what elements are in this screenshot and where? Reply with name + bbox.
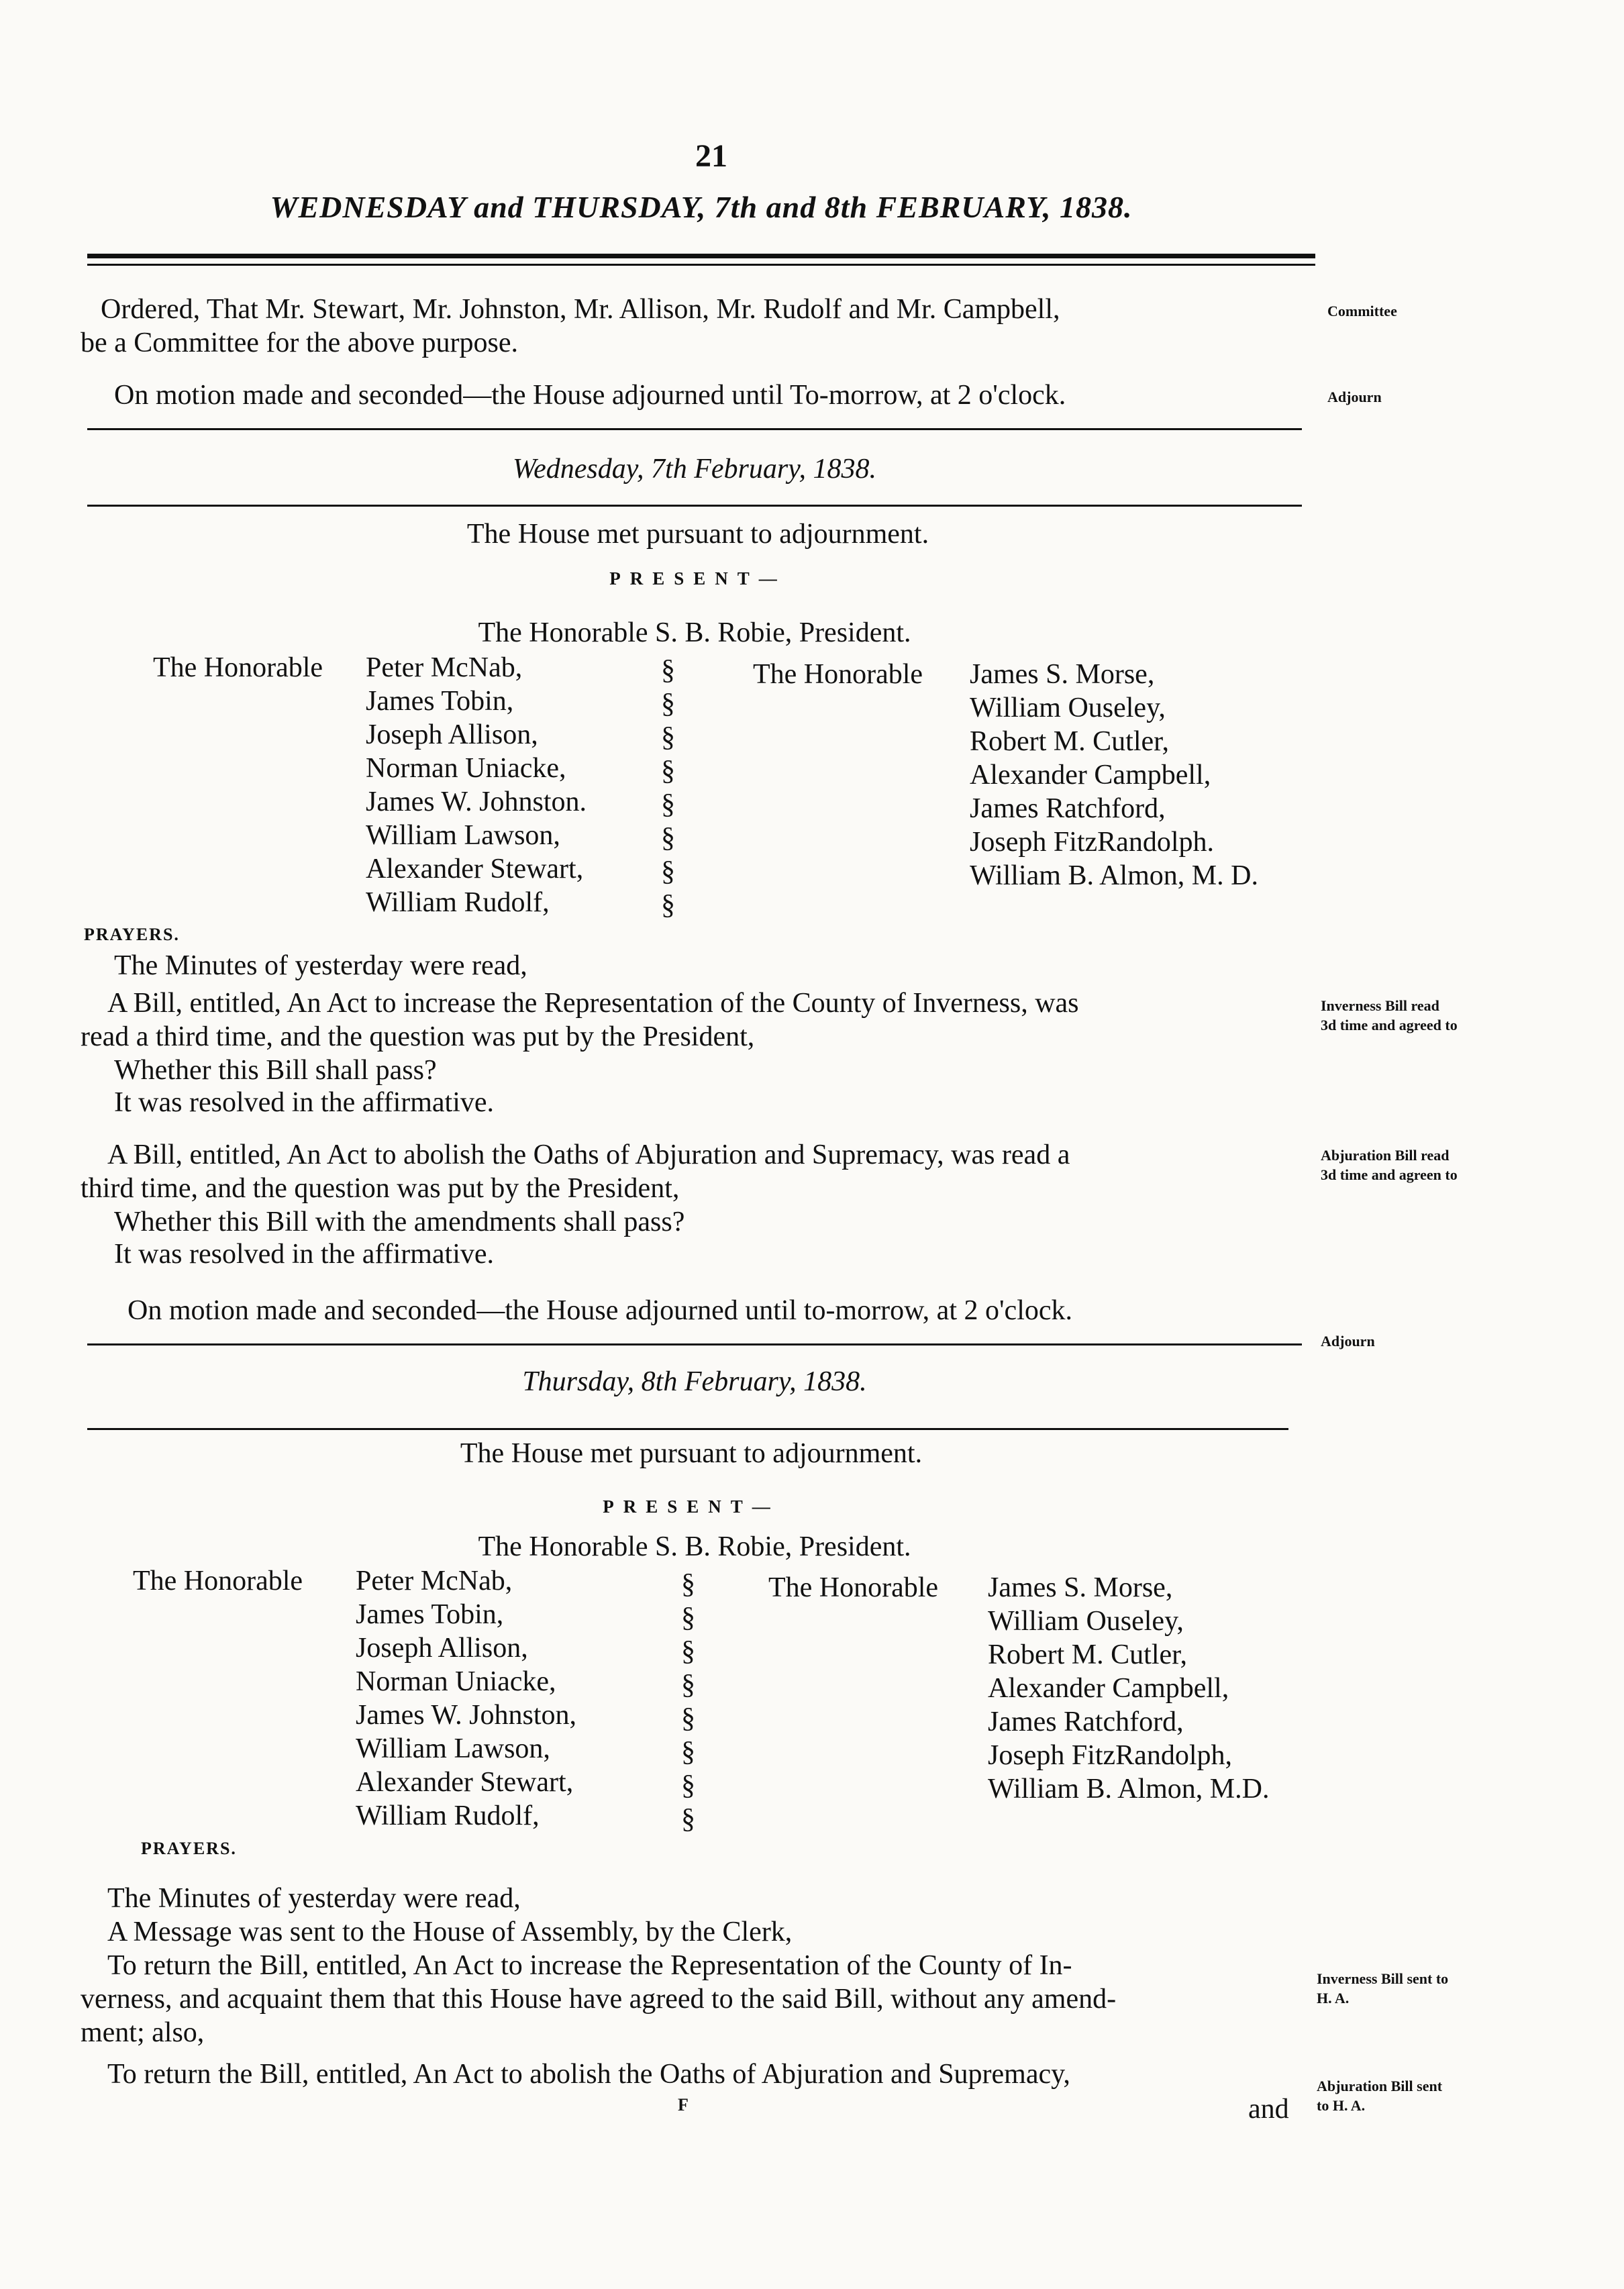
member: Norman Uniacke, xyxy=(356,1666,556,1697)
member: James Ratchford, xyxy=(970,793,1166,824)
margin-note-text: to H. A. xyxy=(1317,2096,1366,2114)
wednesday-present: PRESENT— xyxy=(609,568,786,589)
member: Norman Uniacke, xyxy=(366,753,566,784)
wednesday-bill2-line1: A Bill, entitled, An Act to abolish the Oaths of Abjuration and Supremacy, was read a xyxy=(107,1139,1070,1170)
member: William Ouseley, xyxy=(988,1606,1184,1637)
margin-note-text: 3d time and agreen to xyxy=(1321,1166,1458,1183)
member: James S. Morse, xyxy=(988,1572,1173,1603)
thursday-minutes: The Minutes of yesterday were read, xyxy=(107,1883,521,1914)
wednesday-minutes: The Minutes of yesterday were read, xyxy=(114,950,527,981)
thursday-prayers: PRAYERS. xyxy=(141,1839,237,1858)
member: James S. Morse, xyxy=(970,659,1155,690)
header-rule-thick xyxy=(87,254,1315,258)
wednesday-met: The House met pursuant to adjournment. xyxy=(466,519,929,550)
member: William Rudolf, xyxy=(366,887,550,918)
margin-note-text: Inverness Bill read xyxy=(1321,997,1439,1014)
margin-note-text: Abjuration Bill read xyxy=(1321,1147,1450,1164)
wednesday-right-members xyxy=(970,660,1258,895)
member: William Lawson, xyxy=(356,1733,550,1764)
margin-note-text: Abjuration Bill sent xyxy=(1317,2078,1443,2094)
wednesday-bill1-result: It was resolved in the affirmative. xyxy=(114,1087,495,1118)
member: Robert M. Cutler, xyxy=(988,1639,1187,1670)
wednesday-end-rule xyxy=(87,1343,1302,1345)
thursday-left-members xyxy=(356,1567,576,1835)
section-rule xyxy=(87,428,1302,430)
member: Joseph Allison, xyxy=(366,719,538,750)
wednesday-bill2-question: Whether this Bill with the amendments shall pass? xyxy=(114,1207,685,1237)
thursday-return2-line1: To return the Bill, entitled, An Act to abolish the Oaths of Abjuration and Supremacy, xyxy=(107,2059,1070,2090)
member: Joseph FitzRandolph, xyxy=(988,1740,1232,1771)
member: Joseph FitzRandolph. xyxy=(970,827,1214,858)
member: Alexander Campbell, xyxy=(970,760,1211,791)
wednesday-bill1-question: Whether this Bill shall pass? xyxy=(114,1055,437,1086)
thursday-right-members xyxy=(988,1574,1270,1809)
member: William B. Almon, M.D. xyxy=(988,1774,1270,1804)
margin-note-abjuration-sent xyxy=(1317,2077,1442,2115)
page-number: 21 xyxy=(695,138,727,174)
member: James Tobin, xyxy=(356,1599,504,1630)
margin-note-text: 3d time and agreed to xyxy=(1321,1016,1458,1033)
margin-note-text: Inverness Bill sent to xyxy=(1317,1970,1449,1987)
thursday-return1-line2: verness, and acquaint them that this House have agreed to the said Bill, without any amend- xyxy=(81,1984,1117,2015)
member: James W. Johnston, xyxy=(356,1700,577,1731)
running-head: WEDNESDAY and THURSDAY, 7th and 8th FEBRUARY, 1838. xyxy=(270,190,1133,224)
margin-note-committee: Committee xyxy=(1327,303,1397,319)
thursday-rule xyxy=(87,1428,1288,1430)
thursday-present: PRESENT— xyxy=(603,1496,780,1517)
member: Alexander Campbell, xyxy=(988,1673,1229,1704)
thursday-return1-line3: ment; also, xyxy=(81,2017,205,2048)
member: William B. Almon, M. D. xyxy=(970,860,1258,891)
thursday-president: The Honorable S. B. Robie, President. xyxy=(478,1531,911,1562)
member: Robert M. Cutler, xyxy=(970,726,1169,757)
member: Alexander Stewart, xyxy=(366,854,584,884)
member: Peter McNab, xyxy=(356,1566,513,1596)
wednesday-bill2-line2: third time, and the question was put by the President, xyxy=(81,1173,680,1204)
signature-mark: F xyxy=(678,2095,689,2115)
member: Alexander Stewart, xyxy=(356,1767,574,1798)
ordered-line-1 xyxy=(101,295,1060,323)
member: William Lawson, xyxy=(366,820,560,851)
wednesday-bill2-result: It was resolved in the affirmative. xyxy=(114,1239,495,1270)
member: James Tobin, xyxy=(366,686,514,717)
thursday-return2-line2: and xyxy=(1248,2094,1289,2125)
thursday-heading: Thursday, 8th February, 1838. xyxy=(522,1366,867,1397)
thursday-message: A Message was sent to the House of Assembly, by the Clerk, xyxy=(107,1917,793,1947)
wednesday-rule xyxy=(87,505,1302,507)
thursday-return1-line1: To return the Bill, entitled, An Act to increase the Representation of the County of In- xyxy=(107,1950,1072,1981)
ordered-line-2: be a Committee for the above purpose. xyxy=(81,327,518,358)
ordered-text: Ordered, That Mr. Stewart, Mr. Johnston, Mr. Allison, Mr. Rudolf and Mr. Campbell, xyxy=(101,294,1060,325)
margin-note-inverness-sent xyxy=(1317,1970,1448,2008)
margin-note-abjuration-read xyxy=(1321,1146,1458,1184)
header-rule-thin xyxy=(87,264,1315,266)
margin-note-text: H. A. xyxy=(1317,1989,1350,2006)
wednesday-left-prefix: The Honorable xyxy=(153,652,323,683)
member: Joseph Allison, xyxy=(356,1633,528,1664)
margin-note-adjourn-1: Adjourn xyxy=(1327,389,1382,405)
member: James Ratchford, xyxy=(988,1707,1184,1737)
wednesday-bill1-line2: read a third time, and the question was put by the President, xyxy=(81,1021,755,1052)
thursday-section-marks: § § § § § § § § xyxy=(681,1569,695,1835)
member: James W. Johnston. xyxy=(366,786,587,817)
wednesday-bill1-line1: A Bill, entitled, An Act to increase the Representation of the County of Inverness, was xyxy=(107,988,1079,1019)
member: William Ouseley, xyxy=(970,693,1166,723)
wednesday-president: The Honorable S. B. Robie, President. xyxy=(478,617,911,648)
wednesday-left-members xyxy=(366,654,587,922)
opening-adjourn: On motion made and seconded—the House adjourned until To-morrow, at 2 o'clock. xyxy=(114,380,1066,411)
wednesday-prayers: PRAYERS. xyxy=(84,925,180,944)
wednesday-adjourn: On motion made and seconded—the House adjourned until to-morrow, at 2 o'clock. xyxy=(128,1295,1073,1326)
thursday-right-prefix: The Honorable xyxy=(768,1572,939,1603)
margin-note-adjourn-2: Adjourn xyxy=(1321,1333,1375,1350)
thursday-left-prefix: The Honorable xyxy=(133,1566,303,1596)
member: William Rudolf, xyxy=(356,1800,540,1831)
wednesday-heading: Wednesday, 7th February, 1838. xyxy=(512,454,877,485)
margin-note-inverness-read xyxy=(1321,997,1458,1035)
member: Peter McNab, xyxy=(366,652,523,683)
wednesday-section-marks: § § § § § § § § xyxy=(661,655,675,921)
wednesday-right-prefix: The Honorable xyxy=(753,659,923,690)
thursday-met: The House met pursuant to adjournment. xyxy=(460,1438,923,1469)
